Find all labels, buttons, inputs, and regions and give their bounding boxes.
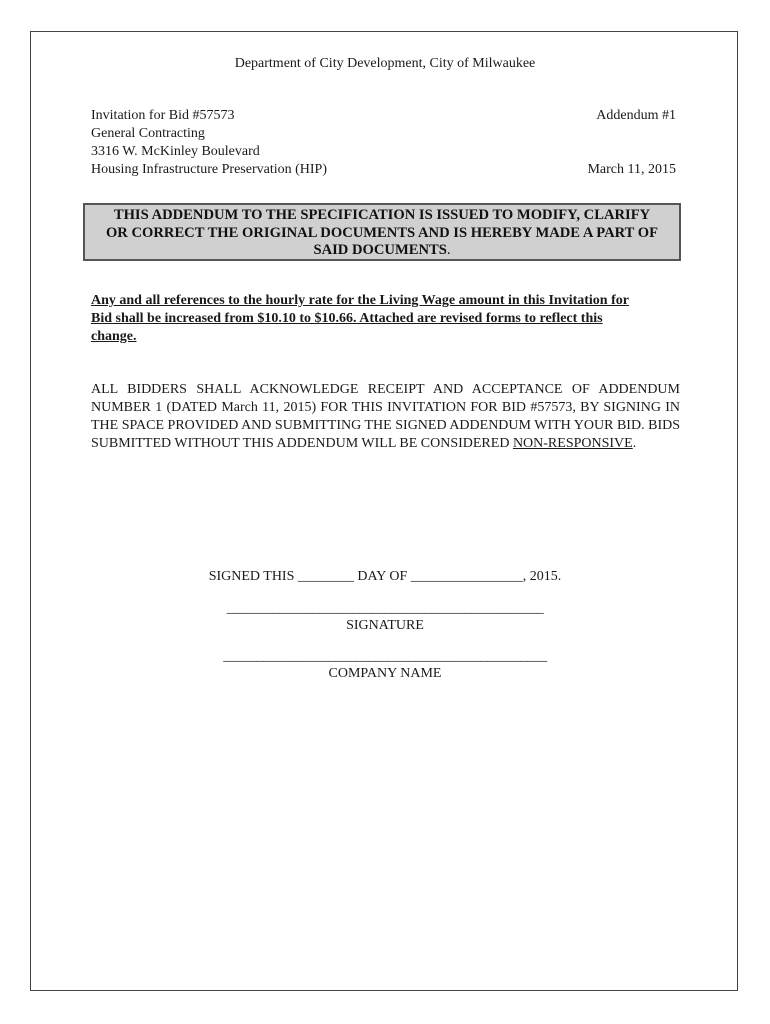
wage-note-line-1: Any and all references to the hourly rate for the Living Wage amount in this Invitation for: [91, 293, 629, 308]
bid-info-block: [91, 107, 676, 179]
non-responsive-term: NON-RESPONSIVE: [512, 436, 633, 451]
bid-program: Housing Infrastructure Preservation (HIP): [91, 162, 327, 177]
acknowledgement-paragraph: [91, 381, 680, 453]
acknowledgement-text: ALL BIDDERS SHALL ACKNOWLEDGE RECEIPT AND ACCEPTANCE OF ADDENDUM NUMBER 1 (DATED March 11, 2015) FOR THIS INVITATION FOR BID #57573, BY SIGNING IN THE SPACE PROVIDED AND SUBMITTING THE SIGNED ADDENDUM WITH YOUR BID. BIDS SUBMITTED WITHOUT THIS ADDENDUM WILL BE CONSIDERED: [91, 382, 680, 451]
notice-period: .: [446, 242, 451, 258]
acknowledgement-end: .: [632, 436, 637, 451]
bid-row-1: [91, 107, 676, 125]
wage-note-line-3: change.: [91, 329, 137, 344]
company-name-field[interactable]: _________________________________________________: [223, 649, 547, 664]
bid-category: General Contracting: [91, 126, 205, 141]
bid-date: March 11, 2015: [587, 162, 676, 177]
addendum-number: Addendum #1: [596, 108, 676, 123]
signature-label: SIGNATURE: [346, 618, 424, 633]
notice-line-3: [85, 242, 679, 260]
notice-line-2: OR CORRECT THE ORIGINAL DOCUMENTS AND IS HEREBY MADE A PART OF: [105, 224, 659, 241]
bid-row-4: [91, 161, 676, 179]
invitation-number: Invitation for Bid #57573: [91, 108, 235, 123]
signed-date-line[interactable]: SIGNED THIS ________ DAY OF ________________, 2015.: [208, 569, 562, 584]
notice-line-1: THIS ADDENDUM TO THE SPECIFICATION IS ISSUED TO MODIFY, CLARIFY: [113, 207, 651, 223]
bid-address: 3316 W. McKinley Boulevard: [91, 144, 260, 159]
notice-line-3-text: SAID DOCUMENTS: [313, 242, 447, 258]
signature-field[interactable]: ________________________________________________: [226, 601, 544, 616]
wage-note-line-2: Bid shall be increased from $10.10 to $10.66. Attached are revised forms to reflect this: [91, 311, 603, 326]
addendum-notice-box: [83, 203, 681, 261]
bid-row-2: [91, 125, 676, 143]
living-wage-note: [91, 292, 681, 346]
company-name-label: COMPANY NAME: [328, 666, 442, 681]
bid-row-3: [91, 143, 676, 161]
department-title: Department of City Development, City of Milwaukee: [234, 56, 536, 71]
